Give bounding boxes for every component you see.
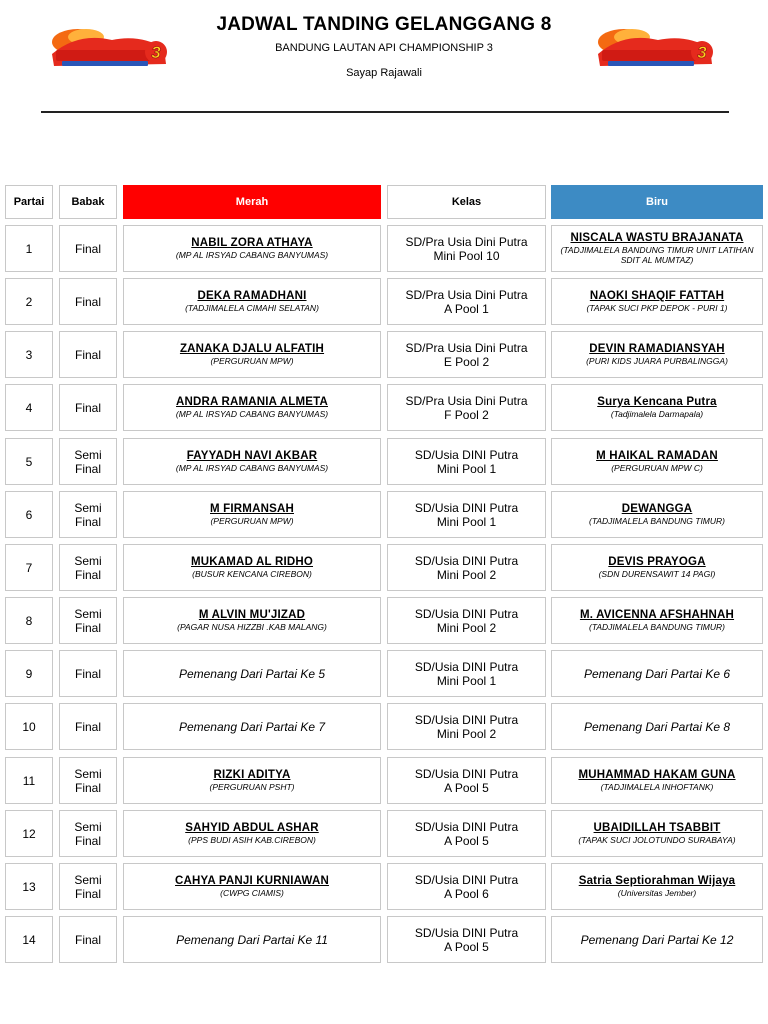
- babak-label: Semi Final: [74, 819, 102, 848]
- partai-number: 12: [22, 826, 36, 841]
- biru-athlete-name: DEWANGGA: [621, 503, 693, 515]
- biru-athlete-club: (TAPAK SUCI PKP DEPOK - PURI 1): [586, 303, 728, 313]
- partai-number: 3: [25, 347, 33, 362]
- biru-athlete-club: (Tadjimalela Darmapala): [610, 409, 704, 419]
- kelas-pool: Mini Pool 1: [436, 461, 497, 476]
- biru-athlete-club: (Universitas Jember): [617, 888, 697, 898]
- merah-winner-ref: Pemenang Dari Partai Ke 5: [178, 666, 326, 681]
- merah-athlete-club: (TADJIMALELA CIMAHI SELATAN): [185, 303, 319, 313]
- kelas-pool: F Pool 2: [444, 407, 489, 422]
- cell-biru: [551, 757, 763, 804]
- biru-athlete-name: NAOKI SHAQIF FATTAH: [589, 290, 725, 302]
- header-divider: [41, 111, 729, 113]
- cell-kelas: [387, 703, 546, 750]
- merah-athlete-name: M FIRMANSAH: [210, 503, 294, 515]
- cell-merah: [123, 863, 381, 910]
- page-title: JADWAL TANDING GELANGGANG 8: [216, 14, 552, 35]
- merah-athlete-club: (PERGURUAN PSHT): [209, 782, 295, 792]
- cell-biru: [551, 810, 763, 857]
- cell-kelas: [387, 650, 546, 697]
- partai-number: 8: [25, 613, 33, 628]
- cell-babak: [59, 597, 117, 644]
- merah-athlete-club: (CWPG CIAMIS): [220, 888, 284, 898]
- cell-kelas: [387, 438, 546, 485]
- cell-merah: [123, 544, 381, 591]
- cell-kelas: [387, 331, 546, 378]
- biru-athlete-name: Surya Kencana Putra: [597, 396, 717, 408]
- merah-athlete-name: ZANAKA DJALU ALFATIH: [179, 343, 325, 355]
- merah-athlete-club: (BUSUR KENCANA CIREBON): [192, 569, 312, 579]
- cell-partai: [5, 597, 53, 644]
- kelas-division: SD/Usia DINI Putra: [414, 500, 519, 515]
- cell-kelas: [387, 597, 546, 644]
- kelas-division: SD/Usia DINI Putra: [414, 872, 519, 887]
- kelas-division: SD/Usia DINI Putra: [414, 447, 519, 462]
- cell-merah: [123, 757, 381, 804]
- biru-athlete-club: (PERGURUAN MPW C): [611, 463, 703, 473]
- event-subtitle: BANDUNG LAUTAN API CHAMPIONSHIP 3: [275, 42, 493, 54]
- merah-athlete-name: ANDRA RAMANIA ALMETA: [176, 396, 328, 408]
- cell-merah: [123, 278, 381, 325]
- cell-merah: [123, 491, 381, 538]
- merah-athlete-name: NABIL ZORA ATHAYA: [191, 237, 313, 249]
- biru-athlete-club: (TAPAK SUCI JOLOTUNDO SURABAYA): [578, 835, 736, 845]
- babak-label: Final: [74, 241, 101, 256]
- cell-kelas: [387, 757, 546, 804]
- merah-athlete-club: (PPS BUDI ASIH KAB.CIREBON): [188, 835, 316, 845]
- babak-label: Semi Final: [74, 872, 102, 901]
- cell-babak: [59, 703, 117, 750]
- kelas-pool: Mini Pool 1: [436, 514, 497, 529]
- biru-athlete-name: NISCALA WASTU BRAJANATA: [570, 232, 744, 244]
- biru-athlete-club: (PURI KIDS JUARA PURBALINGGA): [586, 356, 728, 366]
- biru-athlete-name: M. AVICENNA AFSHAHNAH: [579, 609, 735, 621]
- biru-athlete-name: DEVIN RAMADIANSYAH: [589, 343, 725, 355]
- svg-text:3: 3: [697, 43, 707, 62]
- cell-partai: [5, 757, 53, 804]
- cell-kelas: [387, 491, 546, 538]
- kelas-division: SD/Usia DINI Putra: [414, 606, 519, 621]
- cell-biru: [551, 863, 763, 910]
- babak-label: Final: [74, 666, 101, 681]
- biru-athlete-name: M HAIKAL RAMADAN: [596, 450, 718, 462]
- cell-biru: [551, 438, 763, 485]
- kelas-division: SD/Usia DINI Putra: [414, 925, 519, 940]
- partai-number: 9: [25, 666, 33, 681]
- col-header-babak: Babak: [59, 185, 117, 219]
- cell-kelas: [387, 544, 546, 591]
- cell-merah: [123, 597, 381, 644]
- babak-label: Final: [74, 347, 101, 362]
- kelas-pool: A Pool 5: [444, 833, 489, 848]
- cell-biru: [551, 331, 763, 378]
- babak-label: Final: [74, 400, 101, 415]
- cell-babak: [59, 438, 117, 485]
- cell-kelas: [387, 225, 546, 272]
- babak-label: Semi Final: [74, 553, 102, 582]
- cell-merah: [123, 916, 381, 963]
- merah-athlete-name: DEKA RAMADHANI: [197, 290, 307, 302]
- biru-winner-ref: Pemenang Dari Partai Ke 6: [583, 666, 731, 681]
- cell-partai: [5, 331, 53, 378]
- partai-number: 11: [22, 773, 36, 788]
- biru-winner-ref: Pemenang Dari Partai Ke 8: [583, 719, 731, 734]
- cell-biru: [551, 597, 763, 644]
- cell-biru: [551, 544, 763, 591]
- cell-partai: [5, 916, 53, 963]
- kelas-division: SD/Usia DINI Putra: [414, 766, 519, 781]
- merah-athlete-name: RIZKI ADITYA: [213, 769, 291, 781]
- cell-babak: [59, 384, 117, 431]
- cell-biru: [551, 225, 763, 272]
- merah-athlete-name: CAHYA PANJI KURNIAWAN: [175, 875, 329, 887]
- babak-label: Final: [74, 719, 101, 734]
- merah-winner-ref: Pemenang Dari Partai Ke 7: [178, 719, 326, 734]
- partai-number: 10: [22, 719, 36, 734]
- kelas-pool: Mini Pool 2: [436, 567, 497, 582]
- cell-babak: [59, 863, 117, 910]
- cell-partai: [5, 703, 53, 750]
- wing-label: Sayap Rajawali: [346, 67, 422, 79]
- cell-biru: [551, 278, 763, 325]
- partai-number: 6: [25, 507, 33, 522]
- babak-label: Semi Final: [74, 500, 102, 529]
- merah-athlete-name: MUKAMAD AL RIDHO: [190, 556, 314, 568]
- biru-winner-ref: Pemenang Dari Partai Ke 12: [580, 932, 734, 947]
- babak-label: Semi Final: [74, 447, 102, 476]
- biru-athlete-name: Satria Septiorahman Wijaya: [578, 875, 736, 887]
- biru-athlete-club: (TADJIMALELA INHOFTANK): [600, 782, 714, 792]
- cell-kelas: [387, 863, 546, 910]
- cell-kelas: [387, 916, 546, 963]
- cell-babak: [59, 491, 117, 538]
- kelas-pool: A Pool 5: [444, 939, 489, 954]
- cell-kelas: [387, 810, 546, 857]
- col-header-kelas: Kelas: [387, 185, 546, 219]
- cell-partai: [5, 225, 53, 272]
- kelas-pool: Mini Pool 10: [433, 248, 500, 263]
- cell-babak: [59, 916, 117, 963]
- kelas-division: SD/Pra Usia Dini Putra: [405, 393, 528, 408]
- kelas-division: SD/Pra Usia Dini Putra: [405, 287, 528, 302]
- merah-athlete-club: (PERGURUAN MPW): [210, 356, 294, 366]
- cell-partai: [5, 278, 53, 325]
- babak-label: Semi Final: [74, 766, 102, 795]
- cell-babak: [59, 650, 117, 697]
- partai-number: 7: [25, 560, 33, 575]
- kelas-pool: Mini Pool 2: [436, 726, 497, 741]
- cell-partai: [5, 650, 53, 697]
- biru-athlete-club: (TADJIMALELA BANDUNG TIMUR UNIT LATIHAN SDIT AL MUMTAZ): [560, 245, 754, 265]
- kelas-division: SD/Usia DINI Putra: [414, 553, 519, 568]
- kelas-pool: Mini Pool 1: [436, 673, 497, 688]
- kelas-pool: A Pool 6: [444, 886, 489, 901]
- cell-biru: [551, 491, 763, 538]
- cell-kelas: [387, 384, 546, 431]
- cell-babak: [59, 225, 117, 272]
- cell-kelas: [387, 278, 546, 325]
- biru-athlete-name: DEVIS PRAYOGA: [608, 556, 706, 568]
- col-header-partai: Partai: [5, 185, 53, 219]
- partai-number: 14: [22, 932, 36, 947]
- kelas-division: SD/Usia DINI Putra: [414, 659, 519, 674]
- kelas-pool: Mini Pool 2: [436, 620, 497, 635]
- cell-partai: [5, 810, 53, 857]
- partai-number: 2: [25, 294, 33, 309]
- cell-babak: [59, 278, 117, 325]
- partai-number: 13: [22, 879, 36, 894]
- cell-merah: [123, 225, 381, 272]
- cell-merah: [123, 384, 381, 431]
- svg-text:3: 3: [151, 43, 161, 62]
- cell-biru: [551, 916, 763, 963]
- col-header-merah: Merah: [123, 185, 381, 219]
- biru-athlete-club: (TADJIMALELA BANDUNG TIMUR): [588, 622, 725, 632]
- cell-babak: [59, 331, 117, 378]
- merah-athlete-club: (PERGURUAN MPW): [210, 516, 294, 526]
- cell-babak: [59, 810, 117, 857]
- biru-athlete-name: MUHAMMAD HAKAM GUNA: [578, 769, 736, 781]
- cell-partai: [5, 544, 53, 591]
- biru-athlete-name: UBAIDILLAH TSABBIT: [593, 822, 721, 834]
- babak-label: Final: [74, 932, 101, 947]
- partai-number: 1: [25, 241, 33, 256]
- cell-partai: [5, 384, 53, 431]
- cell-babak: [59, 757, 117, 804]
- kelas-pool: A Pool 5: [444, 780, 489, 795]
- kelas-division: SD/Usia DINI Putra: [414, 819, 519, 834]
- cell-merah: [123, 438, 381, 485]
- kelas-pool: E Pool 2: [443, 354, 490, 369]
- cell-biru: [551, 650, 763, 697]
- kelas-pool: A Pool 1: [444, 301, 489, 316]
- cell-partai: [5, 491, 53, 538]
- kelas-division: SD/Pra Usia Dini Putra: [405, 340, 528, 355]
- merah-athlete-club: (MP AL IRSYAD CABANG BANYUMAS): [175, 250, 329, 260]
- cell-partai: [5, 438, 53, 485]
- kelas-division: SD/Pra Usia Dini Putra: [405, 234, 528, 249]
- cell-merah: [123, 810, 381, 857]
- merah-athlete-club: (MP AL IRSYAD CABANG BANYUMAS): [175, 409, 329, 419]
- merah-athlete-club: (PAGAR NUSA HIZZBI .KAB MALANG): [177, 622, 327, 632]
- cell-biru: [551, 703, 763, 750]
- merah-athlete-name: M ALVIN MU'JIZAD: [198, 609, 306, 621]
- partai-number: 4: [25, 400, 33, 415]
- cell-babak: [59, 544, 117, 591]
- babak-label: Final: [74, 294, 101, 309]
- cell-partai: [5, 863, 53, 910]
- cell-merah: [123, 650, 381, 697]
- merah-athlete-name: SAHYID ABDUL ASHAR: [185, 822, 319, 834]
- biru-athlete-club: (TADJIMALELA BANDUNG TIMUR): [588, 516, 725, 526]
- merah-winner-ref: Pemenang Dari Partai Ke 11: [176, 932, 328, 947]
- biru-athlete-club: (SDN DURENSAWIT 14 PAGI): [598, 569, 716, 579]
- cell-merah: [123, 703, 381, 750]
- partai-number: 5: [25, 454, 33, 469]
- cell-biru: [551, 384, 763, 431]
- merah-athlete-club: (MP AL IRSYAD CABANG BANYUMAS): [175, 463, 329, 473]
- babak-label: Semi Final: [74, 606, 102, 635]
- cell-merah: [123, 331, 381, 378]
- kelas-division: SD/Usia DINI Putra: [414, 712, 519, 727]
- merah-athlete-name: FAYYADH NAVI AKBAR: [186, 450, 318, 462]
- col-header-biru: Biru: [551, 185, 763, 219]
